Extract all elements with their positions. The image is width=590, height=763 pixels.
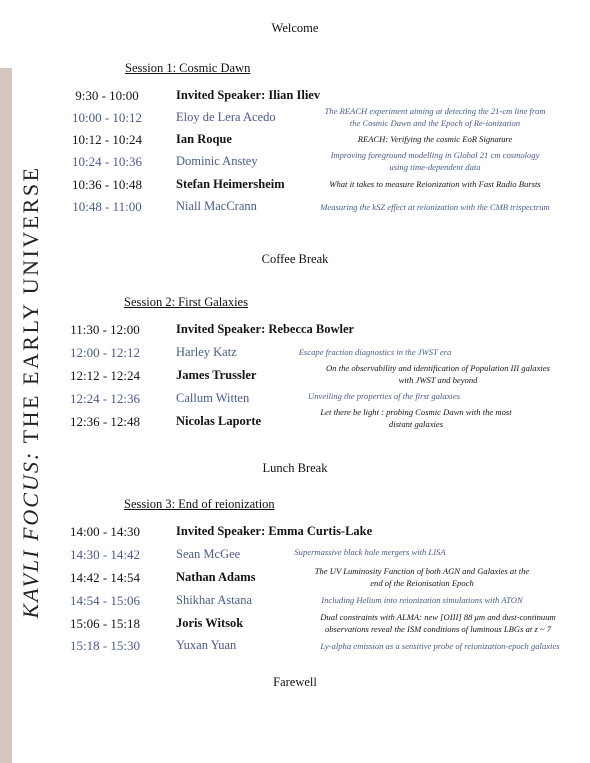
talk-title: The UV Luminosity Function of both AGN and Galaxies at the end of the Reionisation Epoch bbox=[314, 566, 530, 588]
talk-title: Supermassive black hole mergers with LISA bbox=[294, 547, 446, 557]
speaker-name: Shikhar Astana bbox=[176, 593, 253, 607]
schedule-row bbox=[0, 88, 590, 108]
talk-time: 14:54 - 15:06 bbox=[69, 593, 141, 608]
speaker-name: Niall MacCrann bbox=[176, 199, 257, 213]
schedule-row bbox=[0, 322, 590, 342]
talk-time: 10:24 - 10:36 bbox=[71, 154, 143, 169]
speaker-name: Yuxan Yuan bbox=[176, 638, 237, 652]
side-title-upright: THE EARLY UNIVERSE bbox=[18, 165, 43, 444]
talk-time: 10:48 - 11:00 bbox=[72, 199, 142, 214]
talk-time: 15:06 - 15:18 bbox=[69, 616, 141, 631]
speaker-name: Nathan Adams bbox=[176, 570, 256, 584]
speaker-name: Eloy de Lera Acedo bbox=[176, 110, 276, 124]
talk-time: 15:18 - 15:30 bbox=[69, 638, 141, 653]
talk-time: 9:30 - 10:00 bbox=[75, 88, 139, 103]
talk-title: Unveiling the properties of the first galaxies bbox=[308, 391, 460, 401]
schedule-row bbox=[0, 106, 590, 130]
talk-title: Including Helium into reionization simulations with ATON bbox=[321, 595, 523, 605]
speaker-name: Stefan Heimersheim bbox=[176, 177, 285, 191]
speaker-name: Joris Witsok bbox=[176, 616, 244, 630]
schedule-row bbox=[0, 566, 590, 590]
talk-time: 12:24 - 12:36 bbox=[69, 391, 141, 406]
speaker-name: Invited Speaker: Rebecca Bowler bbox=[176, 322, 355, 336]
schedule-row bbox=[0, 407, 590, 434]
welcome-label: Welcome bbox=[271, 21, 319, 35]
talk-time: 14:30 - 14:42 bbox=[69, 547, 141, 562]
talk-time: 10:12 - 10:24 bbox=[71, 132, 143, 147]
talk-title: Dual constraints with ALMA: new [OIII] 88 μm and dust-continuum observations reveal the ISM conditions of luminous LBGs at z ~ 7 bbox=[320, 612, 556, 634]
coffee-break-label: Coffee Break bbox=[261, 252, 329, 266]
schedule-row bbox=[0, 612, 590, 636]
talk-time: 12:12 - 12:24 bbox=[69, 368, 141, 383]
talk-title: Measuring the kSZ effect at reionization with the CMB trispectrum bbox=[320, 202, 550, 212]
talk-time: 10:36 - 10:48 bbox=[71, 177, 143, 192]
schedule-row bbox=[0, 593, 590, 613]
schedule-row bbox=[0, 150, 590, 174]
talk-title: Let there be light : probing Cosmic Dawn with the most distant galaxies bbox=[320, 407, 512, 429]
lunch-break-label: Lunch Break bbox=[262, 461, 328, 475]
schedule-row bbox=[0, 638, 590, 658]
schedule-row bbox=[0, 132, 590, 152]
schedule-row bbox=[0, 199, 590, 219]
talk-title: Escape fraction diagnostics in the JWST era bbox=[298, 347, 452, 357]
talk-title: Improving foreground modelling in Global 21 cm cosmology using time-dependent data bbox=[330, 150, 540, 172]
speaker-name: Invited Speaker: Ilian Iliev bbox=[176, 88, 321, 102]
speaker-name: Callum Witten bbox=[176, 391, 250, 405]
talk-time: 10:00 - 10:12 bbox=[71, 110, 143, 125]
session-2-title: Session 2: First Galaxies bbox=[124, 295, 248, 309]
talk-title: On the observability and identification of Population III galaxies with JWST and beyond bbox=[326, 363, 550, 385]
speaker-name: Harley Katz bbox=[176, 345, 237, 359]
talk-title: What it takes to measure Reionization with Fast Radio Bursts bbox=[329, 179, 541, 189]
talk-time: 14:42 - 14:54 bbox=[69, 570, 141, 585]
schedule-row bbox=[0, 524, 590, 544]
schedule-row bbox=[0, 547, 590, 567]
session-1-title: Session 1: Cosmic Dawn bbox=[125, 61, 251, 75]
speaker-name: Sean McGee bbox=[176, 547, 241, 561]
talk-time: 14:00 - 14:30 bbox=[69, 524, 141, 539]
speaker-name: Dominic Anstey bbox=[176, 154, 258, 168]
talk-title: The REACH experiment aiming at detecting the 21-cm line from the Cosmic Dawn and the Epoch of Re-ionization bbox=[324, 106, 546, 128]
side-title-italic: KAVLI FOCUS: bbox=[18, 450, 43, 619]
session-3-title: Session 3: End of reionization bbox=[124, 497, 275, 511]
speaker-name: Nicolas Laporte bbox=[176, 414, 262, 428]
schedule-row bbox=[0, 177, 590, 197]
speaker-name: James Trussler bbox=[176, 368, 257, 382]
talk-time: 12:36 - 12:48 bbox=[69, 414, 141, 429]
speaker-name: Ian Roque bbox=[176, 132, 232, 146]
talk-title: Ly-alpha emission as a sensitive probe of reionization-epoch galaxies bbox=[320, 641, 560, 651]
schedule-row bbox=[0, 363, 590, 388]
farewell-label: Farewell bbox=[273, 675, 317, 689]
schedule-row bbox=[0, 345, 590, 365]
talk-time: 12:00 - 12:12 bbox=[69, 345, 141, 360]
speaker-name: Invited Speaker: Emma Curtis-Lake bbox=[176, 524, 373, 538]
talk-time: 11:30 - 12:00 bbox=[70, 322, 140, 337]
talk-title: REACH: Verifying the cosmic EoR Signature bbox=[357, 134, 513, 144]
